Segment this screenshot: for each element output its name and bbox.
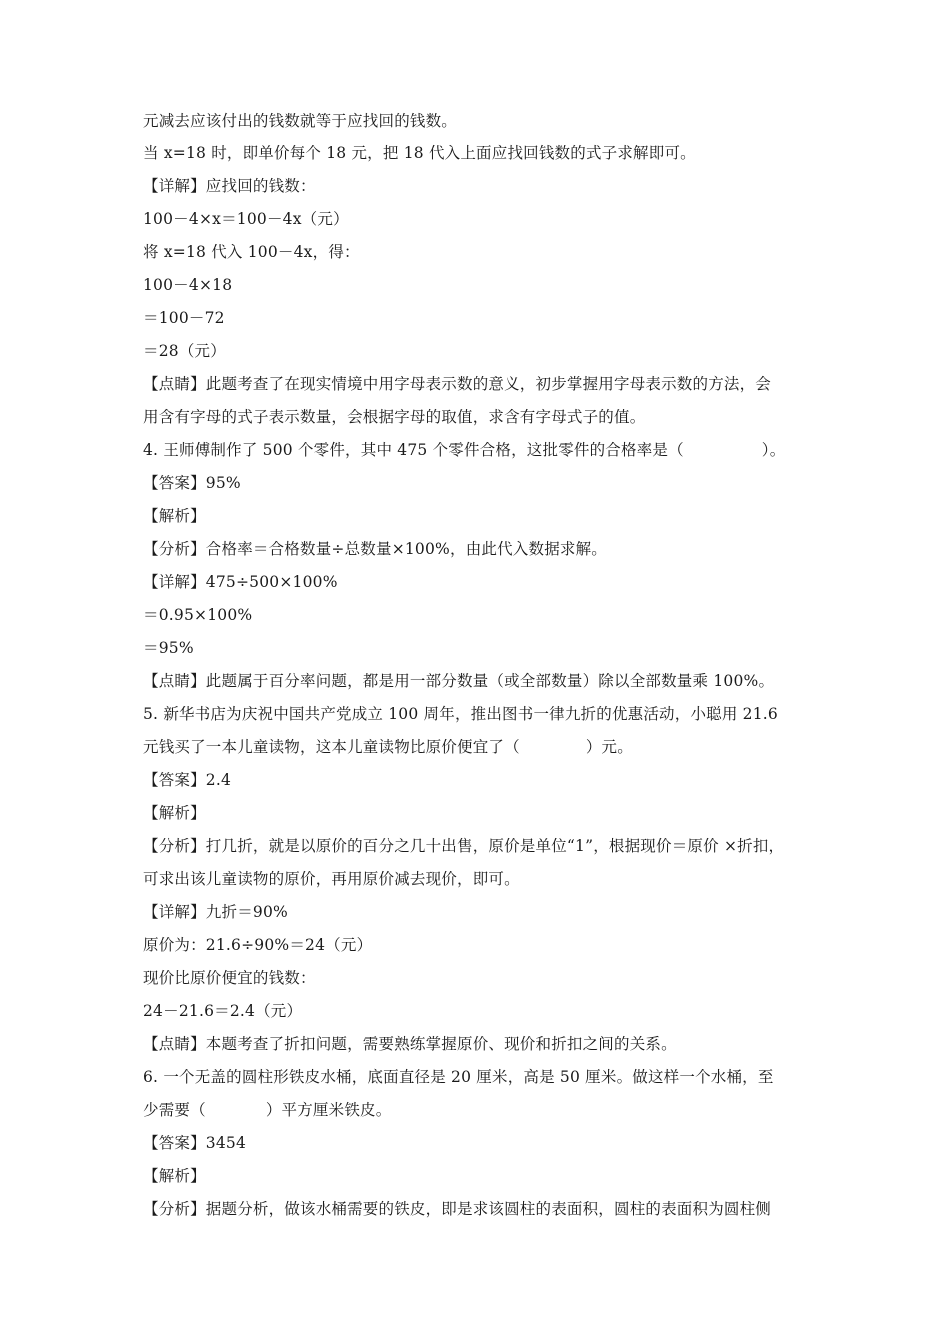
text-line: 【解析】 [143,507,206,525]
text-line: ＝100－72 [143,309,225,327]
text-line: 【详解】475÷500×100% [143,573,338,591]
text-line: 100－4×x＝100－4x（元） [143,210,349,228]
text-line: 【点睛】此题属于百分率问题，都是用一部分数量（或全部数量）除以全部数量乘 100%。 [143,672,775,690]
question-text: 4. 王师傅制作了 500 个零件，其中 475 个零件合格，这批零件的合格率是（ [143,441,684,459]
text-line: 【点睛】此题考查了在现实情境中用字母表示数的意义，初步掌握用字母表示数的方法，会 [143,375,772,393]
question-text-end: ）平方厘米铁皮。 [265,1101,392,1119]
text-line: 【分析】打几折，就是以原价的百分之几十出售，原价是单位“1”，根据现价＝原价 ×折扣， [143,837,785,855]
question-text-end: ）元。 [585,738,633,756]
text-line: 原价为：21.6÷90%＝24（元） [143,936,373,954]
text-line [143,439,785,461]
text-line: 可求出该儿童读物的原价，再用原价减去现价，即可。 [143,870,520,888]
text-line: 【答案】95% [143,474,241,492]
text-line [143,1099,391,1121]
text-line: 【详解】九折＝90% [143,903,288,921]
text-line: 【详解】应找回的钱数： [143,177,316,195]
text-line: 100－4×18 [143,276,233,294]
question-text: 元钱买了一本儿童读物，这本儿童读物比原价便宜了（ [143,738,520,756]
text-line: 【点睛】本题考查了折扣问题，需要熟练掌握原价、现价和折扣之间的关系。 [143,1035,677,1053]
text-line: 【答案】2.4 [143,771,232,789]
text-line: 5. 新华书店为庆祝中国共产党成立 100 周年，推出图书一律九折的优惠活动，小聪用 21.6 [143,705,778,723]
text-line: 【答案】3454 [143,1134,247,1152]
text-line: 元减去应该付出的钱数就等于应找回的钱数。 [143,112,458,130]
text-line: ＝28（元） [143,342,226,360]
text-line: 现价比原价便宜的钱数： [143,969,316,987]
text-line [143,736,633,758]
text-line: 当 x=18 时，即单价每个 18 元，把 18 代入上面应找回钱数的式子求解即可。 [143,144,696,162]
question-text: 少需要（ [143,1101,206,1119]
text-line: 24－21.6＝2.4（元） [143,1002,303,1020]
text-line: 6. 一个无盖的圆柱形铁皮水桶，底面直径是 20 厘米，高是 50 厘米。做这样一个水桶，至 [143,1068,774,1086]
text-line: ＝0.95×100% [143,606,253,624]
text-line: 【分析】据题分析，做该水桶需要的铁皮，即是求该圆柱的表面积，圆柱的表面积为圆柱侧 [143,1200,772,1218]
question-text-end: ）。 [761,441,786,459]
text-line: 【分析】合格率＝合格数量÷总数量×100%，由此代入数据求解。 [143,540,607,558]
text-line: ＝95% [143,639,194,657]
text-line: 【解析】 [143,804,206,822]
text-line: 将 x=18 代入 100－4x，得： [143,243,360,261]
text-line: 用含有字母的式子表示数量，会根据字母的取值，求含有字母式子的值。 [143,408,646,426]
text-line: 【解析】 [143,1167,206,1185]
